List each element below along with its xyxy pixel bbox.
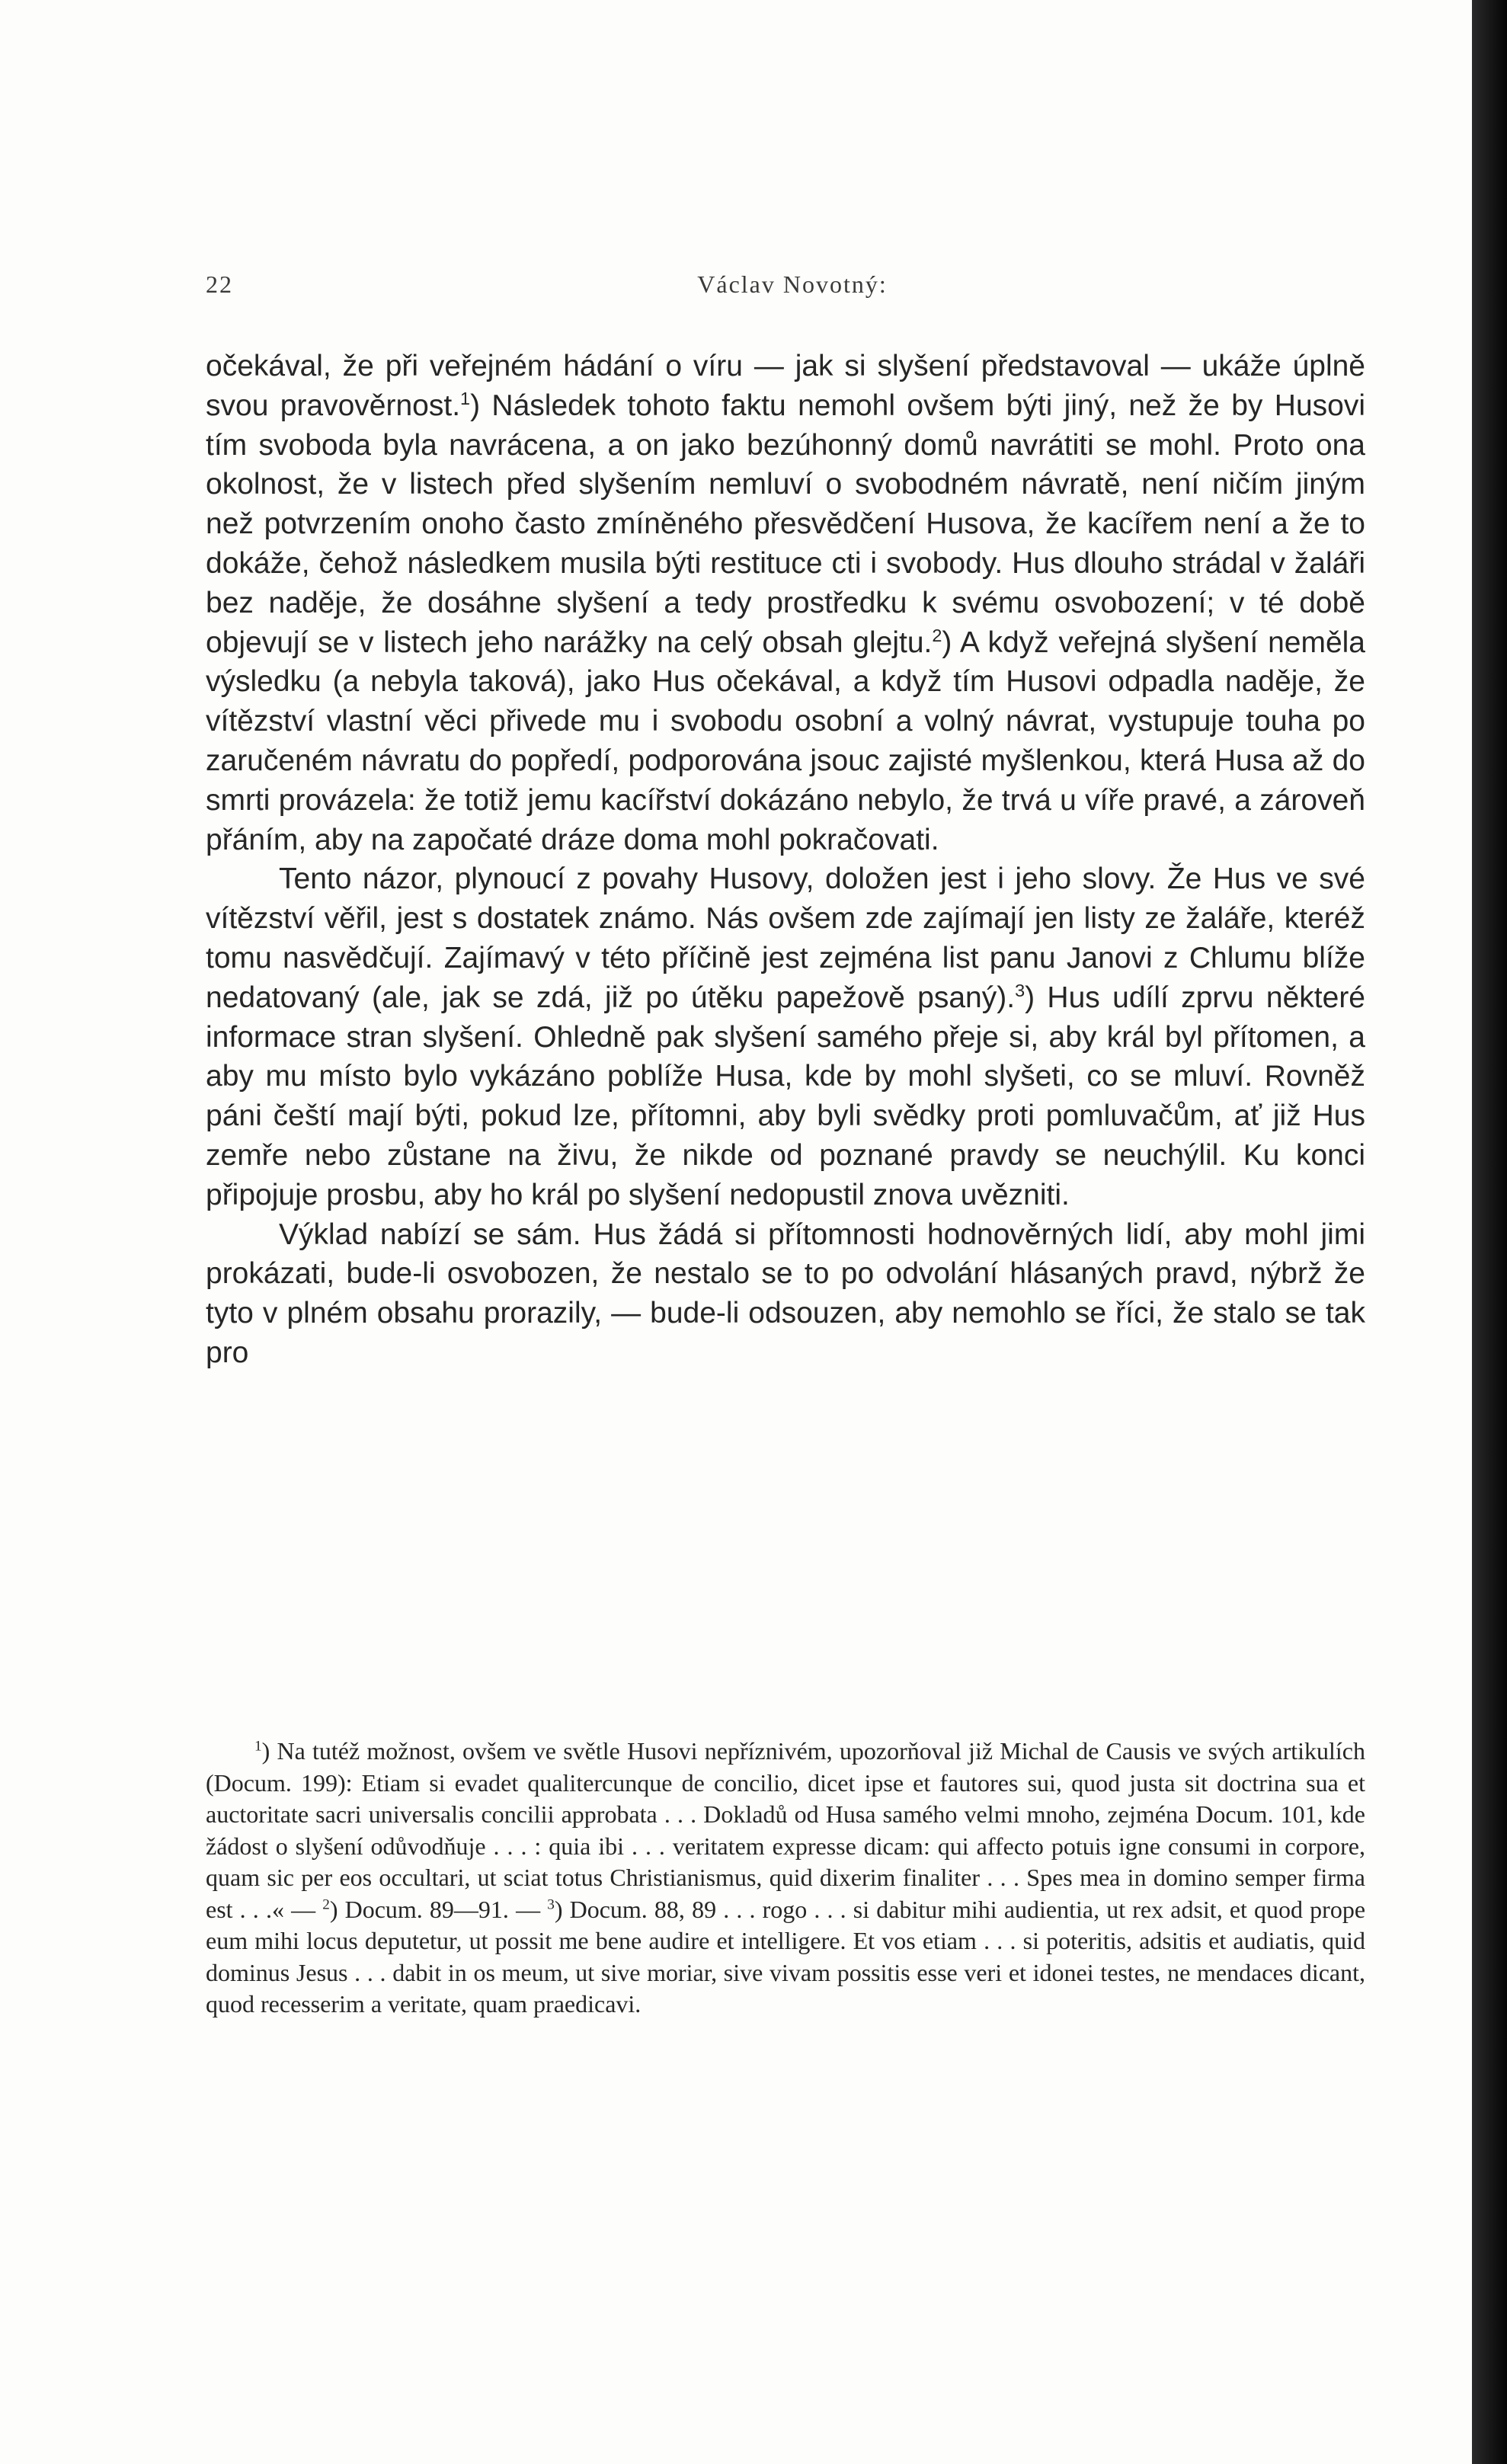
footnote-3-mark: 3 <box>547 1896 555 1912</box>
footnote-ref-1: 1 <box>460 388 471 408</box>
page-number: 22 <box>206 270 233 298</box>
footnote-block <box>206 1736 1365 2021</box>
paragraph-2-part-2: ) Hus udílí zprvu některé informace stran slyšení. Ohledně pak slyšení samého přeje si, aby král byl přítomen, a aby mu místo bylo vykázáno poblíže Husa, kde by mohl slyšeti, co se mluví. Rovněž páni čeští mají býti, pokud lze, přítomni, aby byli svědky proti pomluvačům, ať již Hus zemře nebo zůstane na živu, že nikde od poznané pravdy se neuchýlil. Ku konci připojuje prosbu, aby ho král po slyšení nedopustil znova uvězniti. <box>206 981 1365 1211</box>
footnote-2: ) Docum. 89—91. — <box>329 1895 541 1923</box>
footnotes <box>206 1736 1365 2021</box>
page-header <box>206 270 1379 316</box>
paragraph-2 <box>206 859 1365 1214</box>
footnote-ref-3: 3 <box>1015 980 1025 1000</box>
paragraph-2-part-1: Tento názor, plynoucí z povahy Husovy, doložen jest i jeho slovy. Že Hus ve své vítězství věřil, jest s dostatek známo. Nás ovšem zde zajímají jen listy ze žaláře, kteréž tomu nasvědčují. Zajímavý v této příčině jest zejména list panu Janovi z Chlumu blíže nedatovaný (ale, jak se zdá, již po útěku papežově psaný). <box>206 862 1365 1014</box>
paragraph-1 <box>206 347 1365 859</box>
paragraph-1-part-2: ) Následek tohoto faktu nemohl ovšem býti jiný, než že by Husovi tím svoboda byla navrácena, a on jako bezúhonný domů navrátiti se mohl. Proto ona okolnost, že v listech před slyšením nemluví o svobodném návratě, není ničím jiným než potvrzením onoho často zmíněného přesvědčení Husova, že kacířem není a že to dokáže, čehož následkem musila býti restituce cti i svobody. Hus dlouho strádal v žaláři bez naděje, že dosáhne slyšení a tedy prostředku k svému osvobození; v té době objevují se v listech jeho narážky na celý obsah glejtu. <box>206 389 1365 659</box>
paragraph-1-part-3: ) A když veřejná slyšení neměla výsledku (a nebyla taková), jako Hus očekával, a když tím Husovi odpadla naděje, že vítězství vlastní věci přivede mu i svobodu osobní a volný návrat, vystupuje touha po zaručeném návratu do popředí, podporována jsouc zajisté myšlenkou, která Husa až do smrti provázela: že totiž jemu kacířství dokázáno nebylo, že trvá u víře pravé, a zároveň přáním, aby na započaté dráze doma mohl pokračovati. <box>206 626 1365 856</box>
paragraph-1-part-1: očekával, že při veřejném hádání o víru — jak si slyšení představoval — ukáže úplně svou pravověrnost. <box>206 350 1365 422</box>
main-text <box>206 347 1365 1373</box>
running-title: Václav Novotný: <box>697 270 888 298</box>
paragraph-3: Výklad nabízí se sám. Hus žádá si přítomnosti hodnověrných lidí, aby mohl jimi prokázati, bude-li osvobozen, že nestalo se to po odvolání hlásaných pravd, nýbrž že tyto v plném obsahu prorazily, — bude-li odsouzen, aby nemohlo se říci, že stalo se tak pro <box>206 1218 1365 1369</box>
footnote-1: ) Na tutéž možnost, ovšem ve světle Husovi nepříznivém, upozorňoval již Michal de Causis ve svých artikulích (Docum. 199): Etiam si evadet qualitercunque de concilio, dicet ipse et fautores sui, quod justa sit doctrina sua et auctoritate sacri universalis concilii approbata . . . Dokladů od Husa samého velmi mnoho, zejména Docum. 101, kde žádost o slyšení odůvodňuje . . . : quia ibi . . . veritatem expresse dicam: qui affecto potuis igne consumi in corpore, quam sic per eos occultari, ut sciat totus Christianismus, quid dixerim finaliter . . . Spes mea in domino semper firma est . . .« — <box>206 1737 1365 1923</box>
scan-edge <box>1472 0 1507 2464</box>
footnote-3: ) Docum. 88, 89 . . . rogo . . . si dabitur mihi audientia, ut rex adsit, et quod prope eum mihi locus deputetur, ut possit me bene audire et intelligere. Et vos etiam . . . si poteritis, adsitis et audiatis, quid dominus Jesus . . . dabit in os meum, ut sive moriar, sive vivam possitis esse veri et idonei testes, ne mendaces dicant, quod recesserim a veritate, quam praedicavi. <box>206 1895 1366 2018</box>
footnote-1-mark: 1 <box>254 1738 262 1755</box>
footnote-ref-2: 2 <box>932 625 942 645</box>
footnote-2-mark: 2 <box>322 1896 330 1912</box>
